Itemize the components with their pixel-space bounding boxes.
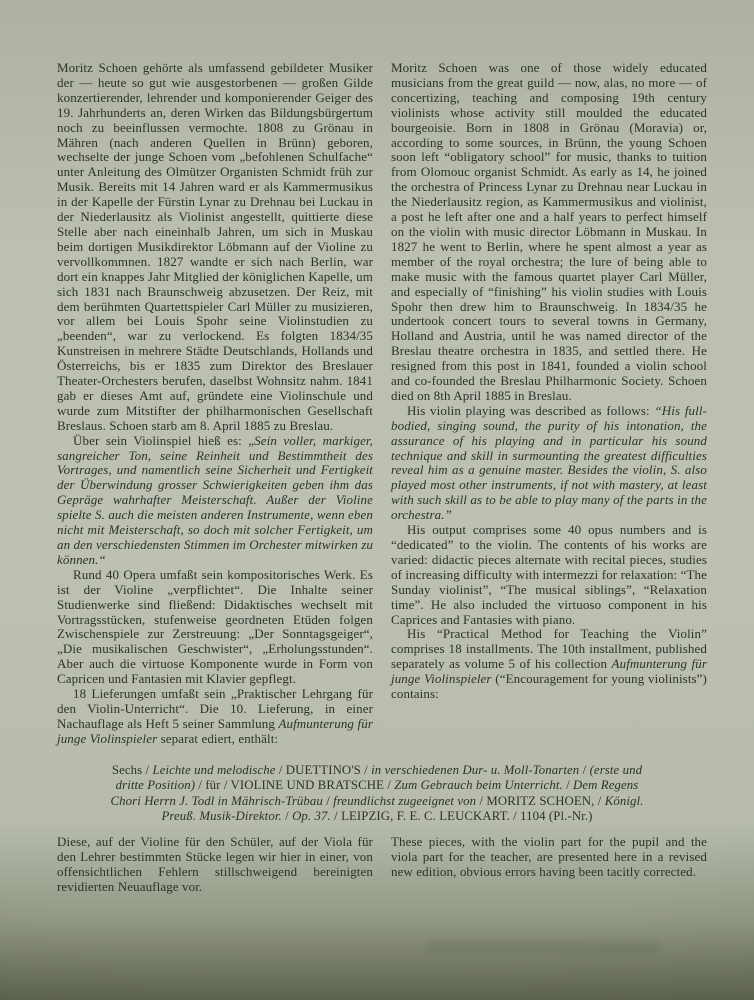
footer-english-paragraph: These pieces, with the violin part for the pupil and the viola part for the teacher, are presented here in a revised new edition, obvious errors having been tacitly corrected. [391, 834, 707, 880]
english-column [391, 61, 707, 747]
editorial-note-columns [0, 824, 754, 895]
german-paragraph-2: Über sein Violinspiel hieß es: „Sein voller, markiger, sangreicher Ton, seine Reinheit und Bestimmtheit des Vortrages, und namentlich seine Sicherheit und Fertigkeit der Überwindung grosser Schwierigkeiten geben ihm das Gepräge wahrhafter Meisterschaft. Außer der Violine spielte S. auch die meisten anderen Instrumente, wenn eben nicht mit Meisterschaft, so doch mit solcher Fertigkeit, um an den verschiedensten Stimmen im Orchester mitwirken zu können.“ [57, 432, 374, 567]
german-column [57, 61, 373, 747]
german-paragraph-1: Moritz Schoen gehörte als umfassend gebildeter Musiker der — heute so gut wie ausgestorbenen — großen Gilde konzertierender, lehrender und komponierender Geiger des 19. Jahrhunderts an, deren Wirken das Bildungsbürgertum noch zu beeinflussen vermochte. 1808 zu Grönau in Mähren (nach anderen Quellen in Brünn) geboren, wechselte der junge Schoen vom „befohlenen Schulfache“ unter Anleitung des Olmützer Organisten Schmidt früh zur Musik. Bereits mit 14 Jahren ward er als Kammermusikus in der Kapelle der Fürstin Lynar zu Drehnau bei Luckau in der Niederlausitz als Violinist angestellt, quittierte diese Stelle aber nach eineinhalb Jahren, um sich in Muskau beim dortigen Musikdirektor Löbmann auf der Violine zu vervollkommnen. 1827 wandte er sich nach Berlin, war dort ein knappes Jahr Mitglied der königlichen Kapelle, um sich 1831 nach Braunschweig abzusetzen. Der Reiz, mit dem berühmten Quartettspieler Carl Müller zu musizieren, vor allem bei Louis Spohr seine Violinstudien zu „beenden“, war zu verlockend. Es folgten 1834/35 Kunstreisen in mehrere Städte Deutschlands, Hollands und Österreichs, bis er 1835 zum Direktor des Breslauer Theater-Orchesters berufen, daselbst Wohnsitz nahm. 1841 gab er dieses Amt auf, gründete eine Violinschule und wurde zum Mitstifter der philharmonischen Gesellschaft Breslaus. Schoen starb am 8. April 1885 zu Breslau. [57, 60, 373, 433]
german-paragraph-3: Rund 40 Opera umfaßt sein kompositorisches Werk. Es ist der Violine „verpflichtet“. Die Inhalte seiner Studienwerke sind fließend: Didaktisches wechselt mit Vortragsstücken, stufenweise geordneten Etüden folgen Zwischenspiele zur Zerstreuung: „Der Sonntagsgeiger“, „Die musikalischen Geschwister“, „Erholungsstunden“. Aber auch die virtuose Komponente wurde in Form von Capricen und Fantasien mit Klavier gepflegt. [57, 566, 373, 687]
english-paragraph-3: His output comprises some 40 opus numbers and is “dedicated” to the violin. The contents of his works are varied: didactic pieces alternate with recital pieces, studies of increasing difficulty with intermezzi for relaxation: “The Sunday violinist”, “The musical siblings”, “Relaxation time”. He also included the virtuoso component in his Caprices and Fantasies with piano. [391, 522, 707, 627]
page-show-through-smudge [425, 941, 660, 954]
english-paragraph-4: His “Practical Method for Teaching the Violin” comprises 18 installments. The 10th installment, published separately as volume 5 of his collection Aufmunterung für junge Violinspieler (“Encouragement for young violinists”) contains: [391, 626, 708, 702]
english-paragraph-2: His violin playing was described as follows: “His full-bodied, singing sound, the purity of his intonation, the assurance of his playing and in particular his sound technique and skill in surmounting the greatest difficulties reveal him as a genuine master. Besides the violin, S. also played most other instruments, if not with mastery, at least with such skill as to be able to play many of the parts in the orchestra.” [391, 402, 707, 523]
footer-german-paragraph: Diese, auf der Violine für den Schüler, auf der Viola für den Lehrer bestimmten Stücke legen wir hier in einer, von offensichtlichen Fehlern stillschweigend bereinigten revidierten Neuauflage vor. [57, 834, 373, 895]
english-paragraph-1: Moritz Schoen was one of those widely educated musicians from the great guild — now, alas, no more — of concertizing, teaching and composing 19th century violinists whose activity still moulded the educated bourgeoisie. Born in 1808 in Grönau (Moravia) or, according to some sources, in Brünn, the young Schoen soon left “obligatory school” for music, thanks to tuition from Olomouc organist Schmidt. As early as 14, he joined the orchestra of Princess Lynar zu Drehnau near Luckau in the Niederlausitz region, as Kammermusikus and violinist, a post he left after one and a half years to perfect himself on the violin with music director Löbmann in Muskau. In 1827 he went to Berlin, where he spent almost a year as member of the royal orchestra; the lure of being able to make music with the famous quartet player Carl Müller, and especially of “finishing” his violin studies with Louis Spohr then drew him to Braunschweig. In 1834/35 he undertook concert tours to several towns in Germany, Holland and Austria, until he was named director of the Breslau theatre orchestra in 1835, and settled there. He resigned from this post in 1841, founded a violin school and co-founded the Breslau Philharmonic Society. Schoen died on 8th April 1885 in Breslau. [391, 60, 707, 403]
edition-title-imprint: Sechs / Leichte und melodische / DUETTINO'S / in verschiedenen Dur- u. Moll-Tonarten / (erste und dritte Position) / für / VIOLINE UND BRATSCHE / Zum Gebrauch beim Unterricht. / Dem Regens Chori Herrn J. Todl in Mährisch-Trübau / freundlichst zugeeignet von / MORITZ SCHOEN, / Königl. Preuß. Musik-Direktor. / Op. 37. / LEIPZIG, F. E. C. LEUCKART. / 1104 (Pl.-Nr.) [110, 762, 644, 823]
german-paragraph-4: 18 Lieferungen umfaßt sein „Praktischer Lehrgang für den Violin-Unterricht“. Die 10. Lieferung, in einer Nachauflage als Heft 5 seiner Sammlung Aufmunterung für junge Violinspieler separat ediert, enthält: [57, 686, 373, 746]
